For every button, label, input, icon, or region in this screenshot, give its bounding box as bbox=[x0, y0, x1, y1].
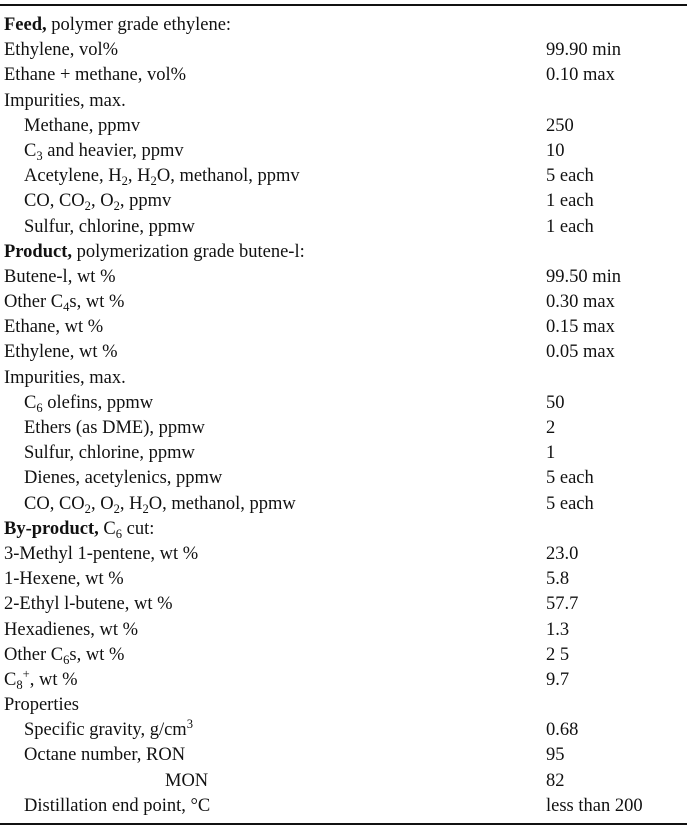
table-row bbox=[0, 466, 687, 491]
row-label: MON bbox=[165, 770, 209, 791]
table-row bbox=[0, 718, 687, 743]
row-value: 1 bbox=[546, 443, 556, 464]
section-header-row bbox=[0, 13, 687, 38]
row-value: 5 each bbox=[546, 166, 594, 187]
section-header-row bbox=[0, 240, 687, 265]
row-value: 2 5 bbox=[546, 644, 570, 665]
row-value: 5.8 bbox=[546, 569, 570, 590]
row-value: 99.50 min bbox=[546, 266, 622, 287]
table-row bbox=[0, 618, 687, 643]
table-row bbox=[0, 492, 687, 517]
table-row bbox=[0, 643, 687, 668]
row-label: $C_8^+$, wt % bbox=[4, 666, 78, 692]
row-label: Ethane, wt % bbox=[4, 317, 104, 338]
table-row bbox=[0, 340, 687, 365]
row-value: 82 bbox=[546, 770, 565, 791]
row-value: 9.7 bbox=[546, 669, 570, 690]
table-row bbox=[0, 139, 687, 164]
section-description: $C_6$ cut: bbox=[98, 518, 155, 541]
row-label: Acetylene, $H_2$, $H_2O$, methanol, ppmv bbox=[24, 166, 300, 188]
table-row bbox=[0, 592, 687, 617]
section-title bbox=[4, 13, 231, 38]
row-value: 1.3 bbox=[546, 619, 570, 640]
section-name: Feed, bbox=[4, 15, 47, 35]
row-value: 0.05 max bbox=[546, 342, 615, 363]
table-row bbox=[0, 668, 687, 693]
table-row bbox=[0, 38, 687, 63]
section-name: By-product, bbox=[4, 518, 99, 539]
row-label: Hexadienes, wt % bbox=[4, 619, 139, 640]
table-row bbox=[0, 542, 687, 567]
section-title bbox=[4, 517, 154, 542]
row-value: 95 bbox=[546, 745, 565, 766]
row-value: 0.15 max bbox=[546, 317, 615, 338]
table-row bbox=[0, 794, 687, 819]
section-description: polymer grade ethylene: bbox=[46, 15, 232, 35]
row-label: Octane number, RON bbox=[24, 745, 186, 766]
table-row bbox=[0, 63, 687, 88]
row-label: Properties bbox=[4, 695, 80, 716]
table-row bbox=[0, 567, 687, 592]
table-row bbox=[0, 769, 687, 794]
row-label: Other $C_6s$, wt % bbox=[4, 644, 125, 667]
row-label: Ethane + methane, vol% bbox=[4, 65, 187, 86]
table-row bbox=[0, 164, 687, 189]
row-label: Impurities, max. bbox=[4, 90, 126, 111]
row-label: Dienes, acetylenics, ppmw bbox=[24, 468, 223, 489]
row-label: Distillation end point, °C bbox=[24, 795, 211, 816]
row-value: 2 bbox=[546, 418, 556, 438]
row-label: 1-Hexene, wt % bbox=[4, 569, 124, 590]
row-label: Ethylene, vol% bbox=[4, 40, 119, 61]
table-row bbox=[0, 366, 687, 391]
table-row bbox=[0, 441, 687, 466]
section-name: Product, bbox=[4, 241, 73, 262]
table-row bbox=[0, 215, 687, 240]
row-value: less than 200 bbox=[546, 795, 643, 816]
table-row bbox=[0, 315, 687, 340]
row-label: Methane, ppmv bbox=[24, 115, 141, 136]
section-header-row bbox=[0, 517, 687, 542]
row-value: 1 each bbox=[546, 216, 594, 237]
table-row bbox=[0, 290, 687, 315]
row-label: CO, $CO_2$, $O_2$, ppmv bbox=[24, 191, 172, 214]
row-value: 99.90 min bbox=[546, 40, 622, 61]
table-bottom-rule bbox=[0, 823, 687, 825]
row-label: 3-Methyl 1-pentene, wt % bbox=[4, 543, 199, 564]
row-value: 10 bbox=[546, 140, 565, 161]
table-row bbox=[0, 89, 687, 114]
section-title bbox=[4, 240, 305, 265]
row-label: Butene-l, wt % bbox=[4, 266, 116, 287]
table-row bbox=[0, 114, 687, 139]
table-row bbox=[0, 189, 687, 214]
row-label: Other $C_4s$, wt % bbox=[4, 292, 125, 314]
row-label: Ethylene, wt % bbox=[4, 342, 118, 363]
row-value: 0.30 max bbox=[546, 292, 615, 313]
row-label: 2-Ethyl l-butene, wt % bbox=[4, 594, 173, 615]
row-label: Impurities, max. bbox=[4, 367, 126, 388]
table-row bbox=[0, 391, 687, 416]
row-value: 250 bbox=[546, 115, 574, 136]
row-value: 23.0 bbox=[546, 543, 579, 564]
table-row bbox=[0, 265, 687, 290]
row-value: 5 each bbox=[546, 468, 594, 489]
row-label: Sulfur, chlorine, ppmw bbox=[24, 443, 195, 464]
row-value: 1 each bbox=[546, 191, 594, 212]
row-label: Sulfur, chlorine, ppmw bbox=[24, 216, 195, 237]
row-label: Specific gravity, $g/cm^3$ bbox=[24, 717, 193, 741]
table-row bbox=[0, 693, 687, 718]
row-value: 0.10 max bbox=[546, 65, 615, 86]
row-value: 57.7 bbox=[546, 594, 579, 615]
table-row bbox=[0, 416, 687, 441]
row-value: 5 each bbox=[546, 493, 594, 514]
row-label: $C_3$ and heavier, ppmv bbox=[24, 140, 184, 163]
specification-table bbox=[0, 13, 687, 819]
table-top-rule bbox=[0, 4, 687, 6]
row-label: CO, $CO_2$, $O_2$, $H_2O$, methanol, ppmw bbox=[24, 493, 296, 516]
row-label: Ethers (as DME), ppmw bbox=[24, 418, 205, 438]
row-label: $C_6$ olefins, ppmw bbox=[24, 392, 154, 415]
row-value: 0.68 bbox=[546, 720, 579, 741]
table-row bbox=[0, 743, 687, 768]
row-value: 50 bbox=[546, 392, 565, 413]
section-description: polymerization grade butene-l: bbox=[72, 241, 305, 262]
